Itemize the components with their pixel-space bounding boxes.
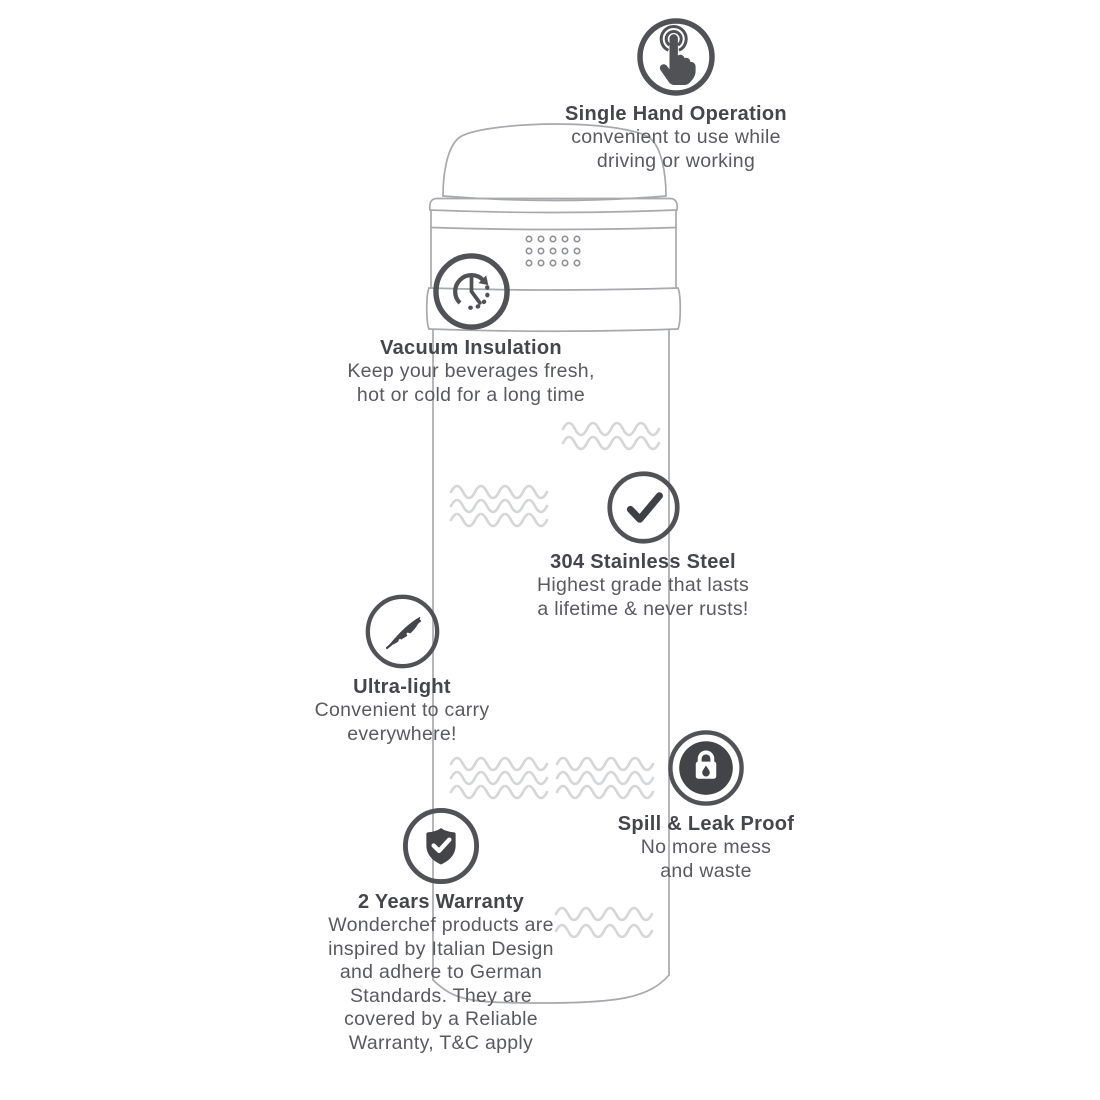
feature-two-years-warranty — [261, 807, 621, 1055]
feature-line: hot or cold for a long time — [356, 383, 586, 406]
feature-line: No more mess — [640, 836, 772, 858]
feature-line: inspired by Italian Design — [328, 937, 554, 960]
feature-line: Wonderchef products are — [328, 914, 554, 936]
feature-line: and waste — [660, 859, 752, 882]
check-icon — [606, 470, 681, 545]
feature-ultra-light — [222, 593, 582, 746]
feature-line: and adhere to German — [339, 961, 543, 983]
feature-line: everywhere! — [347, 722, 457, 745]
wave-group-upper — [563, 423, 659, 449]
feature-vacuum-insulation — [291, 252, 651, 407]
feature-title: Single Hand Operation — [565, 103, 787, 125]
feature-line: Standards. They are — [349, 984, 533, 1007]
feature-line: a lifetime & never rusts! — [537, 597, 749, 620]
lock-icon — [667, 729, 745, 807]
feature-single-hand-operation — [496, 17, 856, 173]
feature-line: Keep your beverages fresh, — [347, 360, 595, 382]
feature-line: driving or working — [596, 149, 756, 172]
feature-title: Ultra-light — [353, 676, 451, 698]
feature-title: 304 Stainless Steel — [550, 551, 736, 573]
tap-icon — [636, 17, 716, 97]
feature-title: 2 Years Warranty — [357, 891, 524, 913]
feather-icon — [364, 593, 441, 670]
shield-icon — [402, 807, 480, 885]
feature-line: covered by a Reliable — [344, 1008, 538, 1030]
feature-line: Highest grade that lasts — [536, 574, 750, 596]
clock-icon — [432, 252, 511, 331]
feature-line: convenient to use while — [571, 126, 781, 148]
feature-line: Warranty, T&C apply — [348, 1031, 534, 1054]
feature-title: Vacuum Insulation — [380, 337, 562, 359]
feature-line: Convenient to carry — [314, 699, 490, 721]
feature-title: Spill & Leak Proof — [617, 813, 795, 835]
